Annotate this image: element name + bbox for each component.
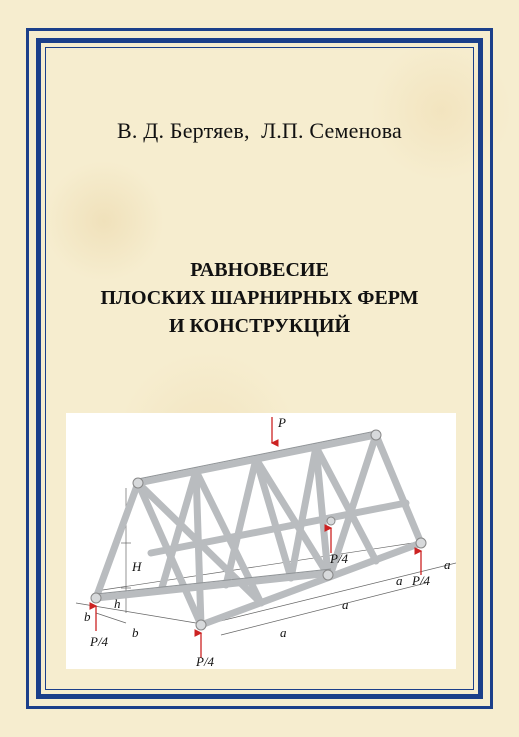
label-P4-b: P/4 <box>196 654 215 669</box>
truss-drawing <box>66 413 456 669</box>
label-b-1: b <box>84 609 91 624</box>
label-a-4: a <box>444 557 451 572</box>
label-P4-c: P/4 <box>330 551 349 566</box>
label-P4-a: P/4 <box>90 634 109 649</box>
label-a-1: a <box>280 625 287 640</box>
authors: В. Д. Бертяев, Л.П. Семенова <box>116 118 403 143</box>
title-line-3: И КОНСТРУКЦИЙ <box>168 315 351 337</box>
label-b-2: b <box>132 625 139 640</box>
label-P: P <box>278 415 286 430</box>
label-h: h <box>114 596 121 611</box>
title-line-2: ПЛОСКИХ ШАРНИРНЫХ ФЕРМ <box>100 287 419 309</box>
label-a-3: a <box>396 573 403 588</box>
label-H: H <box>132 559 142 574</box>
label-a-2: a <box>342 597 349 612</box>
book-title <box>45 256 474 340</box>
title-line-1: РАВНОВЕСИЕ <box>190 259 329 281</box>
label-P4-d: P/4 <box>412 573 431 588</box>
truss-figure <box>66 413 456 669</box>
